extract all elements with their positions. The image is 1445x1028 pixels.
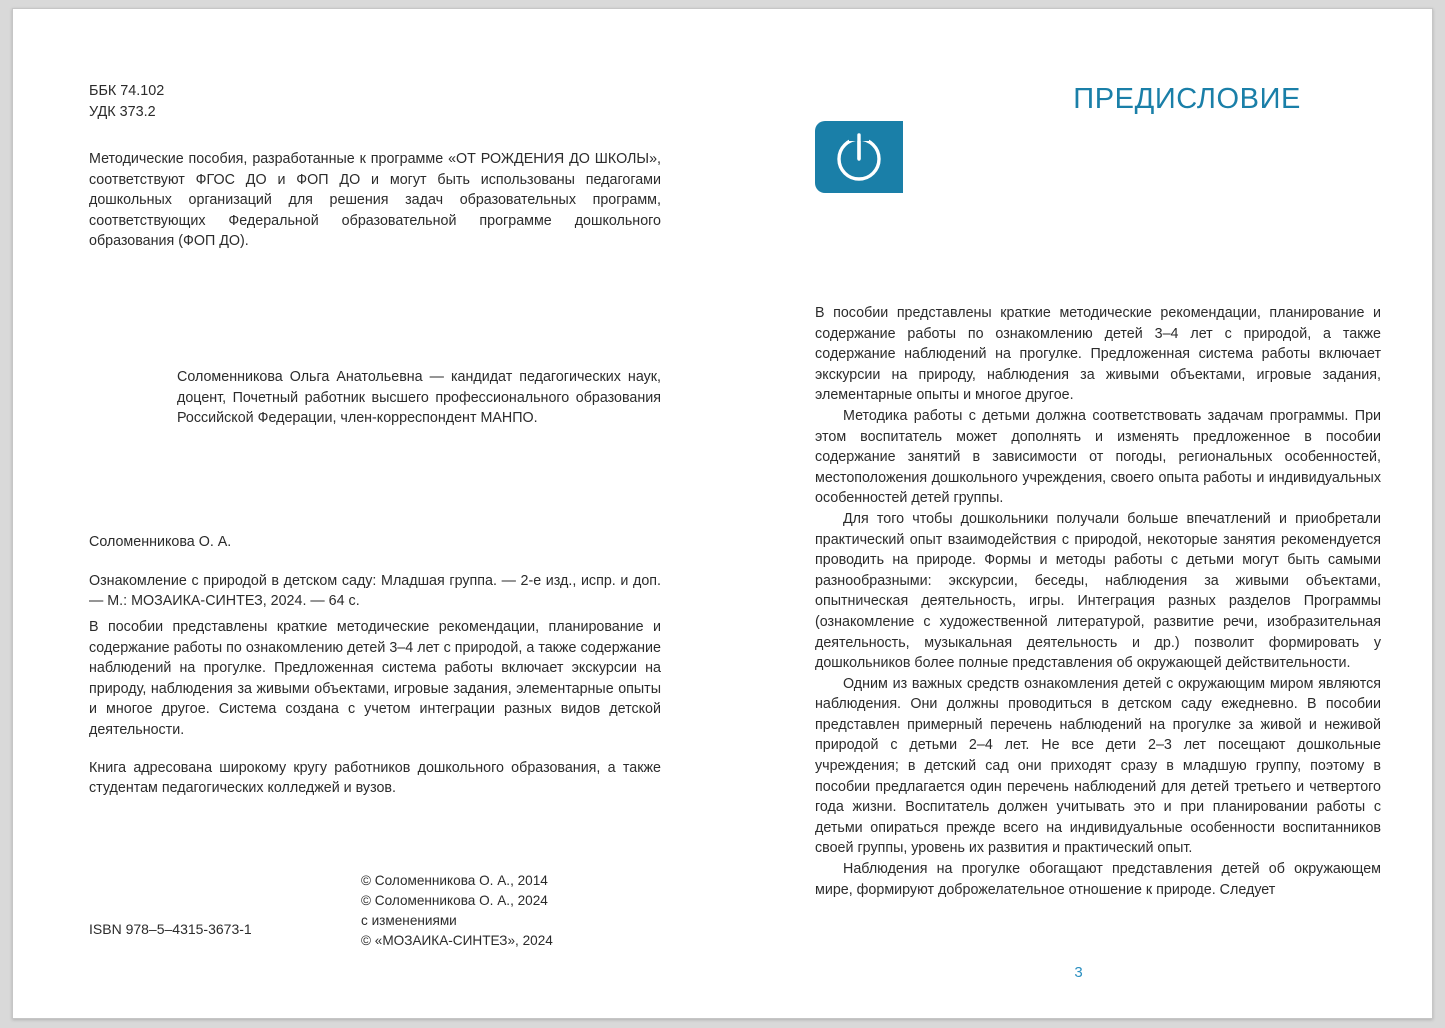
author-bio-block <box>177 367 661 429</box>
preface-paragraph: Методика работы с детьми должна соответствовать задачам программы. При этом воспитатель может дополнять и изменять предложенное в пособии содержание занятий в зависимости от погоды, региональных особенностей, местоположения дошкольного учреждения, своего опыта работы и индивидуальных особенностей детей группы. <box>815 407 1381 507</box>
author-bio-text: Соломенникова Ольга Анатольевна — кандидат педагогических наук, доцент, Почетный работник высшего профессионального образования Российской Федерации, член-корреспондент МАНПО. <box>177 369 661 427</box>
page-title: ПРЕДИСЛОВИЕ <box>1073 83 1301 115</box>
copyright-line: © Соломенникова О. А., 2024 <box>361 893 548 908</box>
annotation-paragraph-1: В пособии представлены краткие методические рекомендации, планирование и содержание работы по ознакомлению детей 3–4 лет с природой, а также содержание наблюдений на прогулке. Предложенная система работы включает экскурсии на природу, наблюдения за живыми объектами, игровые задания, элементарные опыты и многое другое. Система создана с учетом интеграции разных видов детской деятельности. <box>89 619 661 738</box>
copyright-block <box>361 871 661 951</box>
program-note-block <box>89 149 661 252</box>
copyright-line: © Соломенникова О. А., 2014 <box>361 873 548 888</box>
udk-code: УДК 373.2 <box>89 104 156 120</box>
annotation-block <box>89 617 661 799</box>
page-number: 3 <box>1074 964 1083 981</box>
program-note-text: Методические пособия, разработанные к программе «ОТ РОЖДЕНИЯ ДО ШКОЛЫ», соответствуют ФГОС ДО и ФОП ДО и могут быть использованы педагогами дошкольных организаций для решения задач образовательных программ, соответствующих Федеральной образовательной программе дошкольного образования (ФОП ДО). <box>89 151 661 250</box>
chapter-header <box>815 77 1375 197</box>
bbk-code: ББК 74.102 <box>89 83 165 99</box>
copyright-line: © «МОЗАИКА-СИНТЕЗ», 2024 <box>361 933 553 948</box>
preface-body <box>815 303 1381 900</box>
left-page <box>13 9 723 1018</box>
bibliographic-record <box>89 532 661 612</box>
annotation-paragraph-2: Книга адресована широкому кругу работников дошкольного образования, а также студентам педагогических колледжей и вузов. <box>89 759 661 797</box>
preface-paragraph: Для того чтобы дошкольники получали больше впечатлений и приобретали практический опыт взаимодействия с природой, некоторые занятия рекомендуется проводить на природе. Формы и методы работы с детьми могут быть самыми разнообразными: экскурсии, беседы, наблюдения за живыми объектами, опытническая деятельность, игры. Интеграция разных разделов Программы (ознакомление с художественной литературой, развитие речи, изобразительная деятельность, музыкальная деятельность и др.) позволит формировать у дошкольников более полные представления об окружающей действительности. <box>815 510 1381 672</box>
classification-codes <box>89 81 164 123</box>
preface-paragraph: В пособии представлены краткие методические рекомендации, планирование и содержание работы по ознакомлению детей 3–4 лет с природой, а также содержание наблюдений на прогулке. Предложенная система работы включает экскурсии на природу, наблюдения за живыми объектами, игровые задания, элементарные опыты и многое другое. <box>815 305 1381 404</box>
right-page <box>723 9 1434 1018</box>
book-spread <box>12 8 1433 1019</box>
isbn-text: ISBN 978–5–4315-3673-1 <box>89 921 252 937</box>
copyright-line: с изменениями <box>361 913 457 928</box>
power-icon <box>815 121 903 193</box>
preface-paragraph: Наблюдения на прогулке обогащают представления детей об окружающем мире, формируют доброжелательное отношение к природе. Следует <box>815 861 1381 898</box>
preface-paragraph: Одним из важных средств ознакомления детей с окружающим миром являются наблюдения. Они должны проводиться в детском саду ежедневно. В пособии представлен примерный перечень наблюдений на прогулке за живой и неживой природой с детьми 2–4 лет. Не все дети 2–3 лет посещают дошкольные учреждения; в детский сад они приходят сразу в младшую группу, поэтому в пособии предлагается один перечень наблюдений для детей третьего и четвертого года жизни. Воспитатель должен учитывать это и при планировании работы с детьми опираться прежде всего на индивидуальные особенности воспитанников своей группы, уровень их развития и практический опыт. <box>815 675 1381 857</box>
biblio-description: Ознакомление с природой в детском саду: Младшая группа. — 2-е изд., испр. и доп. — М.: МОЗАИКА-СИНТЕЗ, 2024. — 64 с. <box>89 572 661 610</box>
biblio-author: Соломенникова О. А. <box>89 534 232 550</box>
